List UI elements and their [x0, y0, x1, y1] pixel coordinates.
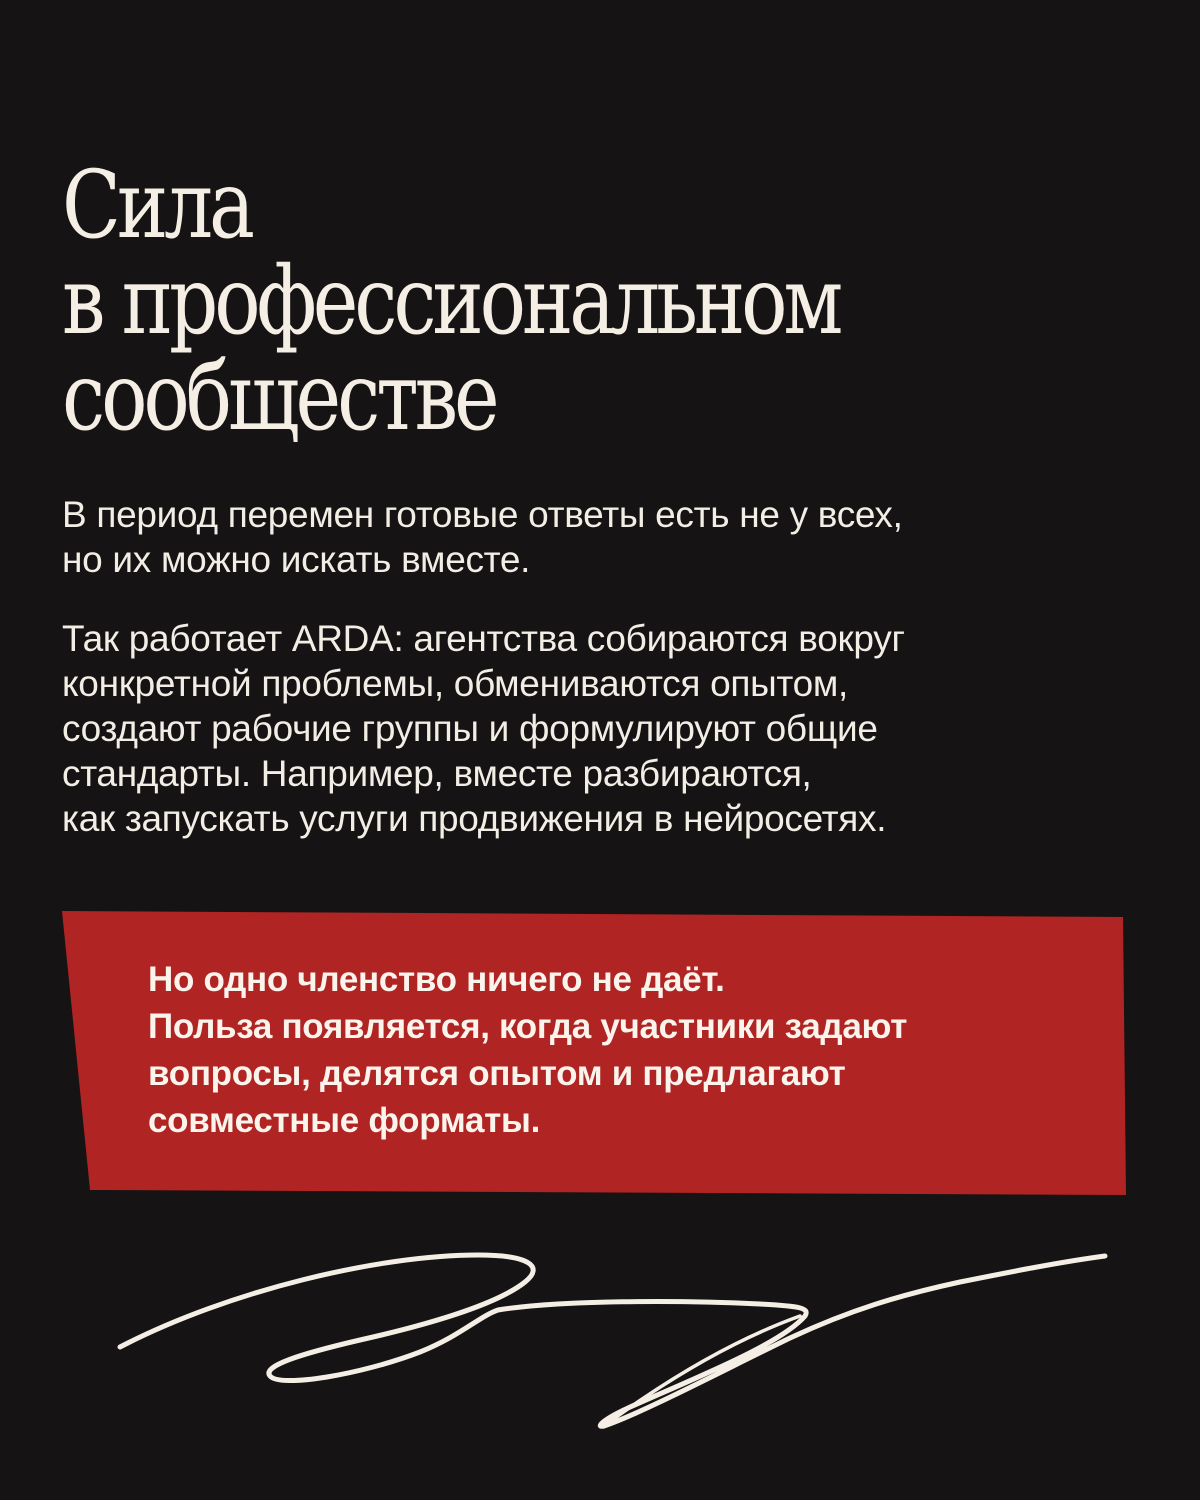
callout-line-3: вопросы, делятся опытом и предлагают: [148, 1054, 846, 1093]
callout-line-4: совместные форматы.: [148, 1101, 541, 1140]
body-line-5: как запускать услуги продвижения в нейросетях.: [62, 798, 887, 839]
title-line-3: сообществе: [62, 343, 496, 452]
body-line-4: стандарты. Например, вместе разбираются,: [62, 753, 812, 794]
intro-line-2: но их можно искать вместе.: [62, 539, 531, 580]
body-line-3: создают рабочие группы и формулируют общие: [62, 708, 878, 749]
intro-line-1: В период перемен готовые ответы есть не у всех,: [62, 494, 903, 535]
signature-stroke-tail: [604, 1316, 800, 1426]
body-line-1: Так работает ARDA: агентства собираются вокруг: [62, 618, 905, 659]
body-line-2: конкретной проблемы, обмениваются опытом,: [62, 663, 849, 704]
title-line-2: в профессиональном: [62, 247, 840, 356]
callout-line-2: Польза появляется, когда участники задают: [148, 1007, 908, 1046]
callout-line-1: Но одно членство ничего не даёт.: [148, 960, 725, 999]
signature-stroke-main: [120, 1255, 1105, 1426]
title-line-1: Сила: [62, 151, 251, 260]
